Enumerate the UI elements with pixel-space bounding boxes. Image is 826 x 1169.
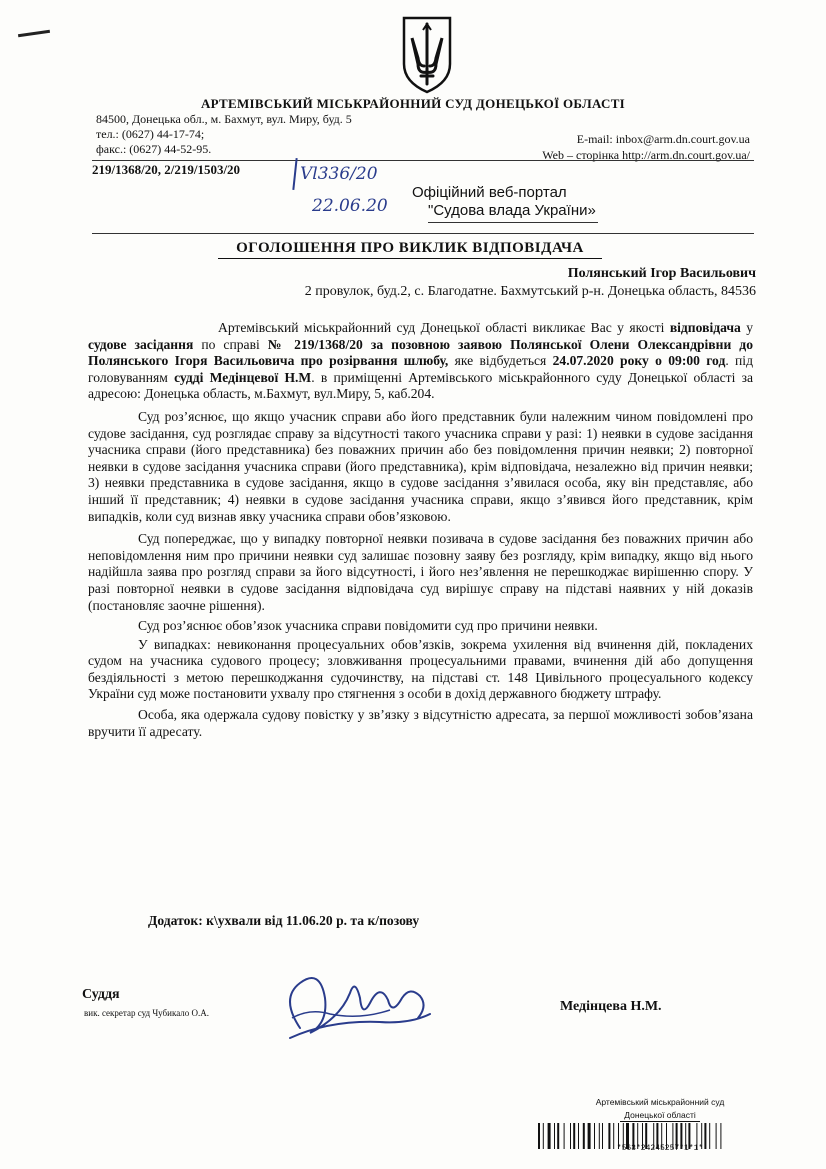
handwritten-note: Vl336/20 (300, 164, 378, 184)
handwritten-bracket (292, 158, 297, 190)
header-divider (92, 160, 754, 161)
recipient-portal: Офіційний веб-портал (412, 184, 567, 201)
paragraph-delivery: Особа, яка одержала судову повістку у зв’язку з відсутністю адресата, за першої можливості зобов’язана вручити її адресату. (88, 707, 753, 739)
clerk-name: вик. секретар суд Чубикало О.А. (84, 1008, 210, 1018)
stamp-court-name: Артемівський міськрайонний суд (595, 1097, 725, 1107)
court-fax: факс.: (0627) 44-52-95. (96, 142, 212, 156)
title-underline (218, 258, 602, 259)
court-email[interactable]: E-mail: inbox@arm.dn.court.gov.ua (576, 132, 750, 146)
signature-scribble (270, 958, 440, 1048)
scan-mark (18, 30, 50, 37)
paragraph-notify-obligation: Суд роз’яснює обов’язок учасника справи повідомити суд про причини неявки. (138, 618, 598, 634)
court-website[interactable]: Web – сторінка http://arm.dn.court.gov.ua/ (542, 148, 750, 162)
notice-body (88, 320, 753, 742)
paragraph-absence-rules: Суд роз’яснює, що якщо учасник справи або його представник були належним чином повідомлені про судове засідання, суд розглядає справу за відсутності такого учасника справи у разі: 1) неявки в судове засідання учасника справи (його представника) без поважних причин або без повідомлення причин неявки; 2) повторної неявки в судове засідання учасника справи (його представника), крім відповідача, незалежно від причин неявки; 3) неявки представника в судове засідання, якщо в судове засідання з’явилася особа, яку він представляє, або інший її представник; 4) неявки в судове засідання учасника справи, якщо з’явився його представник, крім випадків, коли суд визнав явку учасника справи обов’язковою. (88, 408, 753, 524)
court-name: АРТЕМІВСЬКИЙ МІСЬКРАЙОННИЙ СУД ДОНЕЦЬКОЇ ОБЛАСТІ (200, 96, 626, 111)
paragraph-warning: Суд попереджає, що у випадку повторної неявки позивача в судове засідання без поважних причин або неповідомлення ним про причини неявки суд залишає позовну заяву без розгляду, крім випадку, якщо від нього надійшла заява про розгляд справи за його відсутності, і його нез’явлення не перешкоджає вирішенню спору. У разі повторної неявки в судове засідання відповідача суд вирішує справу на підставі наявних у ній доказів (постановляє заочне рішення). (88, 531, 753, 613)
coat-of-arms-icon (400, 14, 454, 94)
stamp-region: Донецької області (624, 1110, 696, 1120)
attachment-note: Додаток: к\ухвали від 11.06.20 р. та к/позову (148, 913, 420, 928)
document-title: ОГОЛОШЕННЯ ПРО ВИКЛИК ВІДПОВІДАЧА (236, 240, 584, 256)
respondent-address: 2 провулок, буд.2, с. Благодатне. Бахмутський р-н. Донецька область, 84536 (304, 284, 756, 299)
barcode-number: *563*24245257*1*1* (616, 1144, 704, 1153)
judge-label: Суддя (82, 987, 120, 1002)
handwritten-date: 22.06.20 (312, 196, 388, 216)
court-address: 84500, Донецька обл., м. Бахмут, вул. Миру, буд. 5 (96, 112, 352, 126)
paragraph-summons: Артемівський міськрайонний суд Донецької області викликає Вас у якості відповідача у судове засідання по справі № 219/1368/20 за позовною заявою Полянської Олени Олександрівни до Полянського Ігоря Васильовича про розірвання шлюбу, яке відбудеться 24.07.2020 року о 09:00 год. під головуванням судді Медінцевої Н.М. в приміщенні Артемівського міськрайонного суду Донецької області за адресою: Донецька область, м.Бахмут, вул.Миру, 5, каб.204. (88, 320, 753, 402)
court-tel: тел.: (0627) 44-17-74; (96, 127, 205, 141)
case-numbers: 219/1368/20, 2/219/1503/20 (92, 162, 241, 177)
paragraph-fine: У випадках: невиконання процесуальних обов’язків, зокрема ухилення від вчинення дій, покладених судом на учасника судового процесу; зловживання процесуальними правами, вчинення дій або допущення бездіяльності з метою перешкоджання судочинству, на підставі ст. 148 Цивільного процесуального кодексу України суд може постановити ухвалу про стягнення з особи в дохід державного бюджету штрафу. (88, 636, 753, 702)
recipient-underline (428, 222, 598, 223)
recipient-portal-name: "Судова влада України» (428, 202, 596, 219)
stamp-underline (620, 1121, 700, 1122)
title-divider (92, 233, 754, 234)
judge-name: Медінцева Н.М. (560, 999, 662, 1014)
respondent-name: Полянський Ігор Васильович (567, 266, 756, 281)
